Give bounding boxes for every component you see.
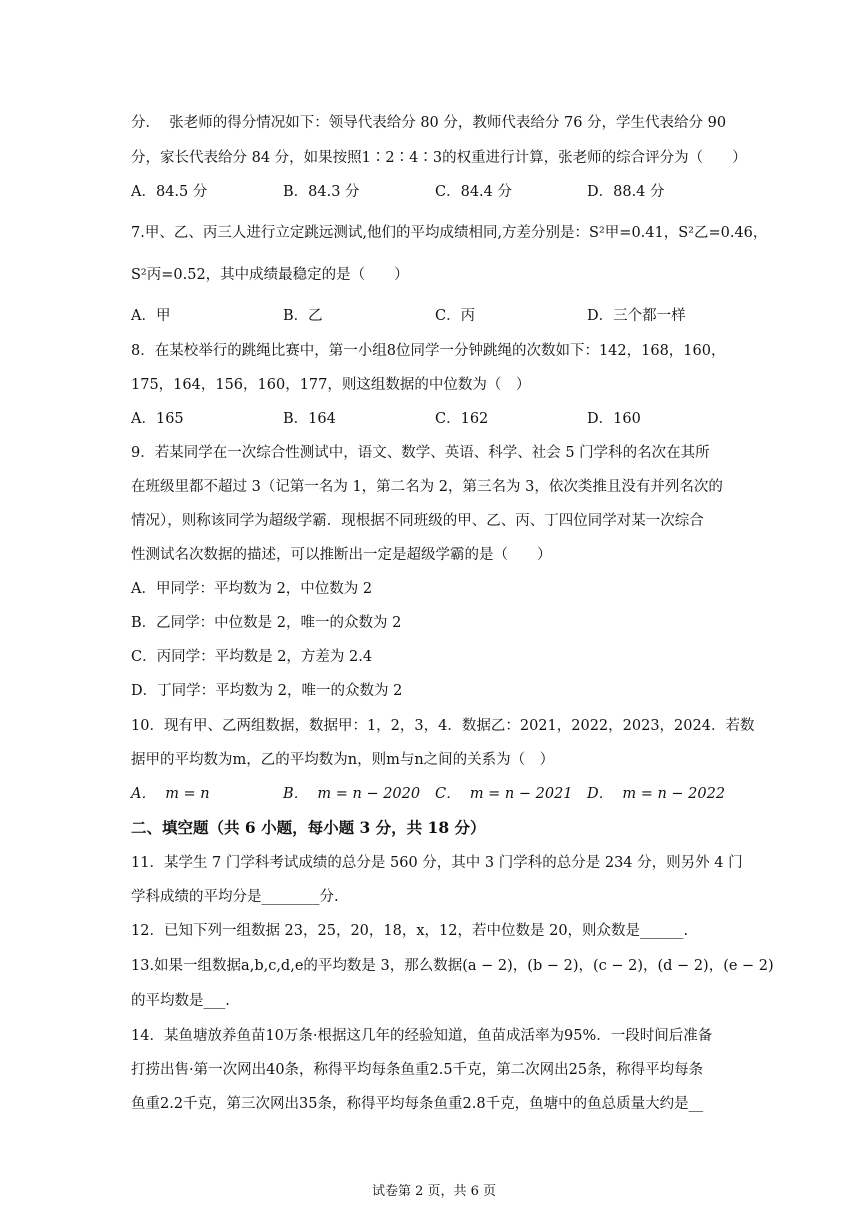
q13-line-2: 的平均数是___. [131,993,230,1009]
q9-option-b: B．乙同学：中位数是 2，唯一的众数为 2 [131,615,402,631]
q13-line-1: 13.如果一组数据a,b,c,d,e的平均数是 3，那么数据(a − 2)，(b − 2)，(c − 2)，(d − 2)，(e − 2) [131,958,774,974]
q6-line-2: 分，家长代表给分 84 分，如果按照1∶2∶4∶3的权重进行计算，张老师的综合评分为（ ） [131,150,747,166]
page-footer: 试卷第 2 页，共 6 页 [371,1184,497,1199]
q6-line-1: 分． 张老师的得分情况如下：领导代表给分 80 分，教师代表给分 76 分，学生代表给分 90 [131,115,727,131]
section-heading-fill-in: 二、填空题（共 6 小题，每小题 3 分，共 18 分） [131,818,486,837]
q8-line-1: 8．在某校举行的跳绳比赛中，第一小组8位同学一分钟跳绳的次数如下：142，168，160， [131,343,726,359]
q14-line-3: 鱼重2.2千克，第三次网出35条，称得平均每条鱼重2.8千克，鱼塘中的鱼总质量大约是__ [131,1096,704,1112]
q8-option-a: A．165 [131,411,184,427]
q12-line-1: 12．已知下列一组数据 23，25，20，18，x，12，若中位数是 20，则众数是______. [131,923,689,939]
q7-option-c: C．丙 [435,308,476,324]
q7-option-d: D．三个都一样 [587,308,686,324]
q7-line-1: 7.甲、乙、丙三人进行立定跳远测试,他们的平均成绩相同,方差分别是：S²甲=0.41，S²乙=0.46， [131,225,768,241]
q9-option-a: A．甲同学：平均数为 2，中位数为 2 [131,581,373,597]
q8-line-2: 175，164，156，160，177，则这组数据的中位数为（ ） [131,377,531,393]
q8-option-c: C．162 [435,411,489,427]
q8-option-d: D．160 [587,411,641,427]
q9-line-2: 在班级里都不超过 3（记第一名为 1，第二名为 2，第三名为 3，依次类推且没有并列名次的 [131,479,723,495]
q6-option-c: C．84.4 分 [435,184,512,200]
q7-option-b: B．乙 [283,308,323,324]
q10-line-1: 10．现有甲、乙两组数据，数据甲：1，2，3，4．数据乙：2021，2022，2023，2024．若数 [131,718,755,734]
q9-line-4: 性测试名次数据的描述，可以推断出一定是超级学霸的是（ ） [131,547,552,563]
q7-line-2: S²丙=0.52，其中成绩最稳定的是（ ） [131,267,409,283]
q9-line-3: 情况），则称该同学为超级学霸．现根据不同班级的甲、乙、丙、丁四位同学对某一次综合 [131,513,704,529]
q6-option-b: B．84.3 分 [283,184,360,200]
q14-line-1: 14．某鱼塘放养鱼苗10万条·根据这几年的经验知道，鱼苗成活率为95%．一段时间后准备 [131,1028,713,1044]
q9-line-1: 9．若某同学在一次综合性测试中，语文、数学、英语、科学、社会 5 门学科的名次在其所 [131,445,710,461]
q10-option-d: D． m = n − 2022 [587,786,726,802]
q6-option-d: D．88.4 分 [587,184,665,200]
q10-option-a: A． m = n [131,786,210,802]
q10-option-b: B． m = n − 2020 [283,786,421,802]
q7-option-a: A．甲 [131,308,171,324]
q6-option-a: A．84.5 分 [131,184,208,200]
q11-line-2: 学科成绩的平均分是________分. [131,889,339,905]
q14-line-2: 打捞出售·第一次网出40条，称得平均每条鱼重2.5千克，第二次网出25条，称得平均每条 [131,1062,704,1078]
q9-option-c: C．丙同学：平均数是 2，方差为 2.4 [131,649,373,665]
q10-options [131,785,751,803]
q6-options [131,183,751,201]
q10-line-2: 据甲的平均数为m，乙的平均数为n，则m与n之间的关系为（ ） [131,752,555,768]
q10-option-c: C． m = n − 2021 [435,786,573,802]
q11-line-1: 11．某学生 7 门学科考试成绩的总分是 560 分，其中 3 门学科的总分是 234 分，则另外 4 门 [131,855,743,871]
q8-options [131,410,751,428]
q8-option-b: B．164 [283,411,336,427]
q9-option-d: D．丁同学：平均数为 2，唯一的众数为 2 [131,683,403,699]
q7-options [131,307,751,325]
